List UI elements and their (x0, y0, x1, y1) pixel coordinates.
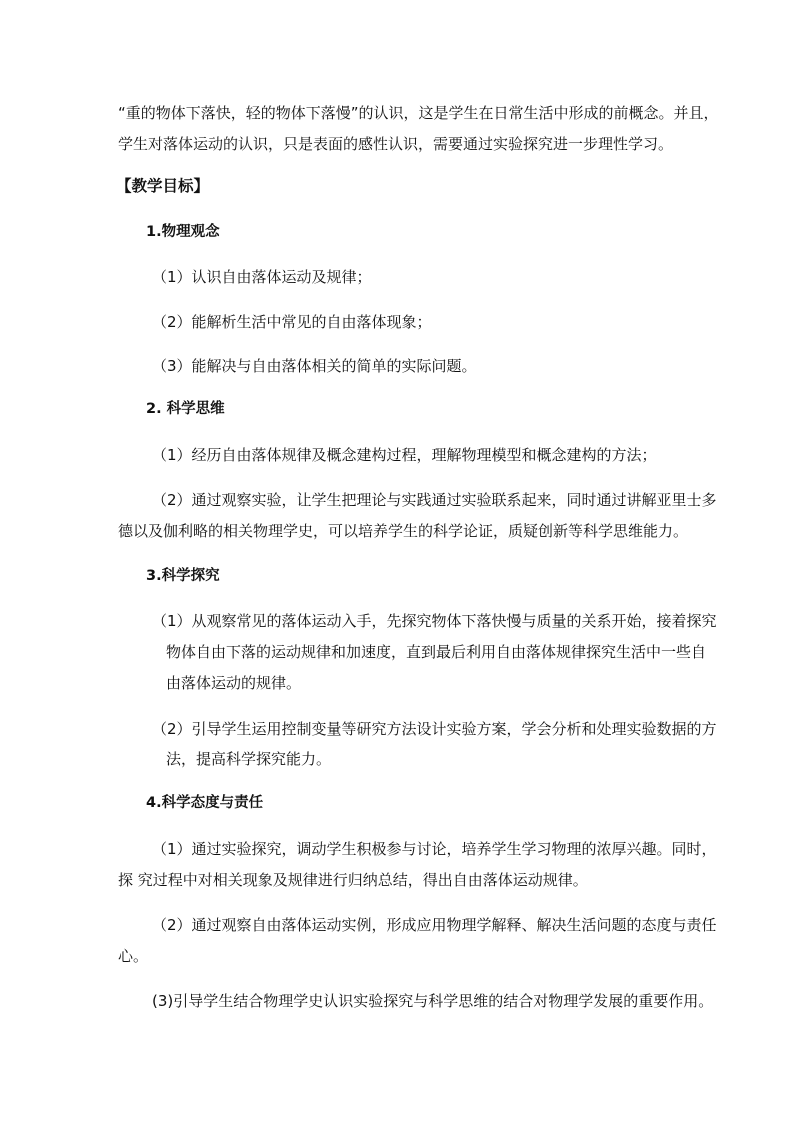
intro-line-2: 学生对落体运动的认识，只是表面的感性认识，需要通过实验探究进一步理性学习。 (118, 135, 674, 153)
section-2-title: 2. 科学思维 (146, 401, 225, 417)
section-4-item-2-line-2: 心。 (118, 947, 149, 965)
section-3-item-2-line-1: （2）引导学生运用控制变量等研究方法设计实验方案，学会分析和处理实验数据的方 (152, 720, 717, 738)
section-4-title: 4.科学态度与责任 (146, 795, 264, 811)
section-4-item-1-line-1: （1）通过实验探究，调动学生积极参与讨论，培养学生学习物理的浓厚兴趣。同时， (152, 840, 717, 858)
section-1-title: 1.物理观念 (146, 224, 220, 240)
section-3-item-1-line-1: （1）从观察常见的落体运动入手，先探究物体下落快慢与质量的关系开始，接着探究 (152, 612, 717, 630)
section-4-item-1-line-2: 探 究过程中对相关现象及规律进行归纳总结，得出自由落体运动规律。 (118, 871, 588, 889)
section-3-title: 3.科学探究 (146, 568, 220, 584)
section-4-item-2-line-1: （2）通过观察自由落体运动实例，形成应用物理学解释、解决生活问题的态度与责任 (152, 916, 717, 934)
section-1-item-1: （1）认识自由落体运动及规律； (152, 268, 372, 286)
section-3-item-1-line-3: 由落体运动的规律。 (166, 674, 302, 692)
intro-line-1: “重的物体下落快，轻的物体下落慢”的认识，这是学生在日常生活中形成的前概念。并且， (118, 104, 719, 122)
section-1-item-2: （2）能解析生活中常见的自由落体现象； (152, 313, 432, 331)
section-4-item-3: (3)引导学生结合物理学史认识实验探究与科学思维的结合对物理学发展的重要作用。 (152, 992, 714, 1010)
section-2-item-2-line-2: 德以及伽利略的相关物理学史，可以培养学生的科学论证，质疑创新等科学思维能力。 (118, 522, 689, 540)
section-2-item-2-line-1: （2）通过观察实验，让学生把理论与实践通过实验联系起来，同时通过讲解亚里士多 (152, 491, 717, 509)
section-3-item-1-line-2: 物体自由下落的运动规律和加速度，直到最后利用自由落体规律探究生活中一些自 (166, 643, 707, 661)
section-1-item-3: （3）能解决与自由落体相关的简单的实际问题。 (152, 357, 477, 375)
section-3-item-2-line-2: 法，提高科学探究能力。 (166, 750, 332, 768)
section-2-item-1: （1）经历自由落体规律及概念建构过程，理解物理模型和概念建构的方法； (152, 446, 657, 464)
teaching-goals-heading: 【教学目标】 (116, 177, 210, 195)
